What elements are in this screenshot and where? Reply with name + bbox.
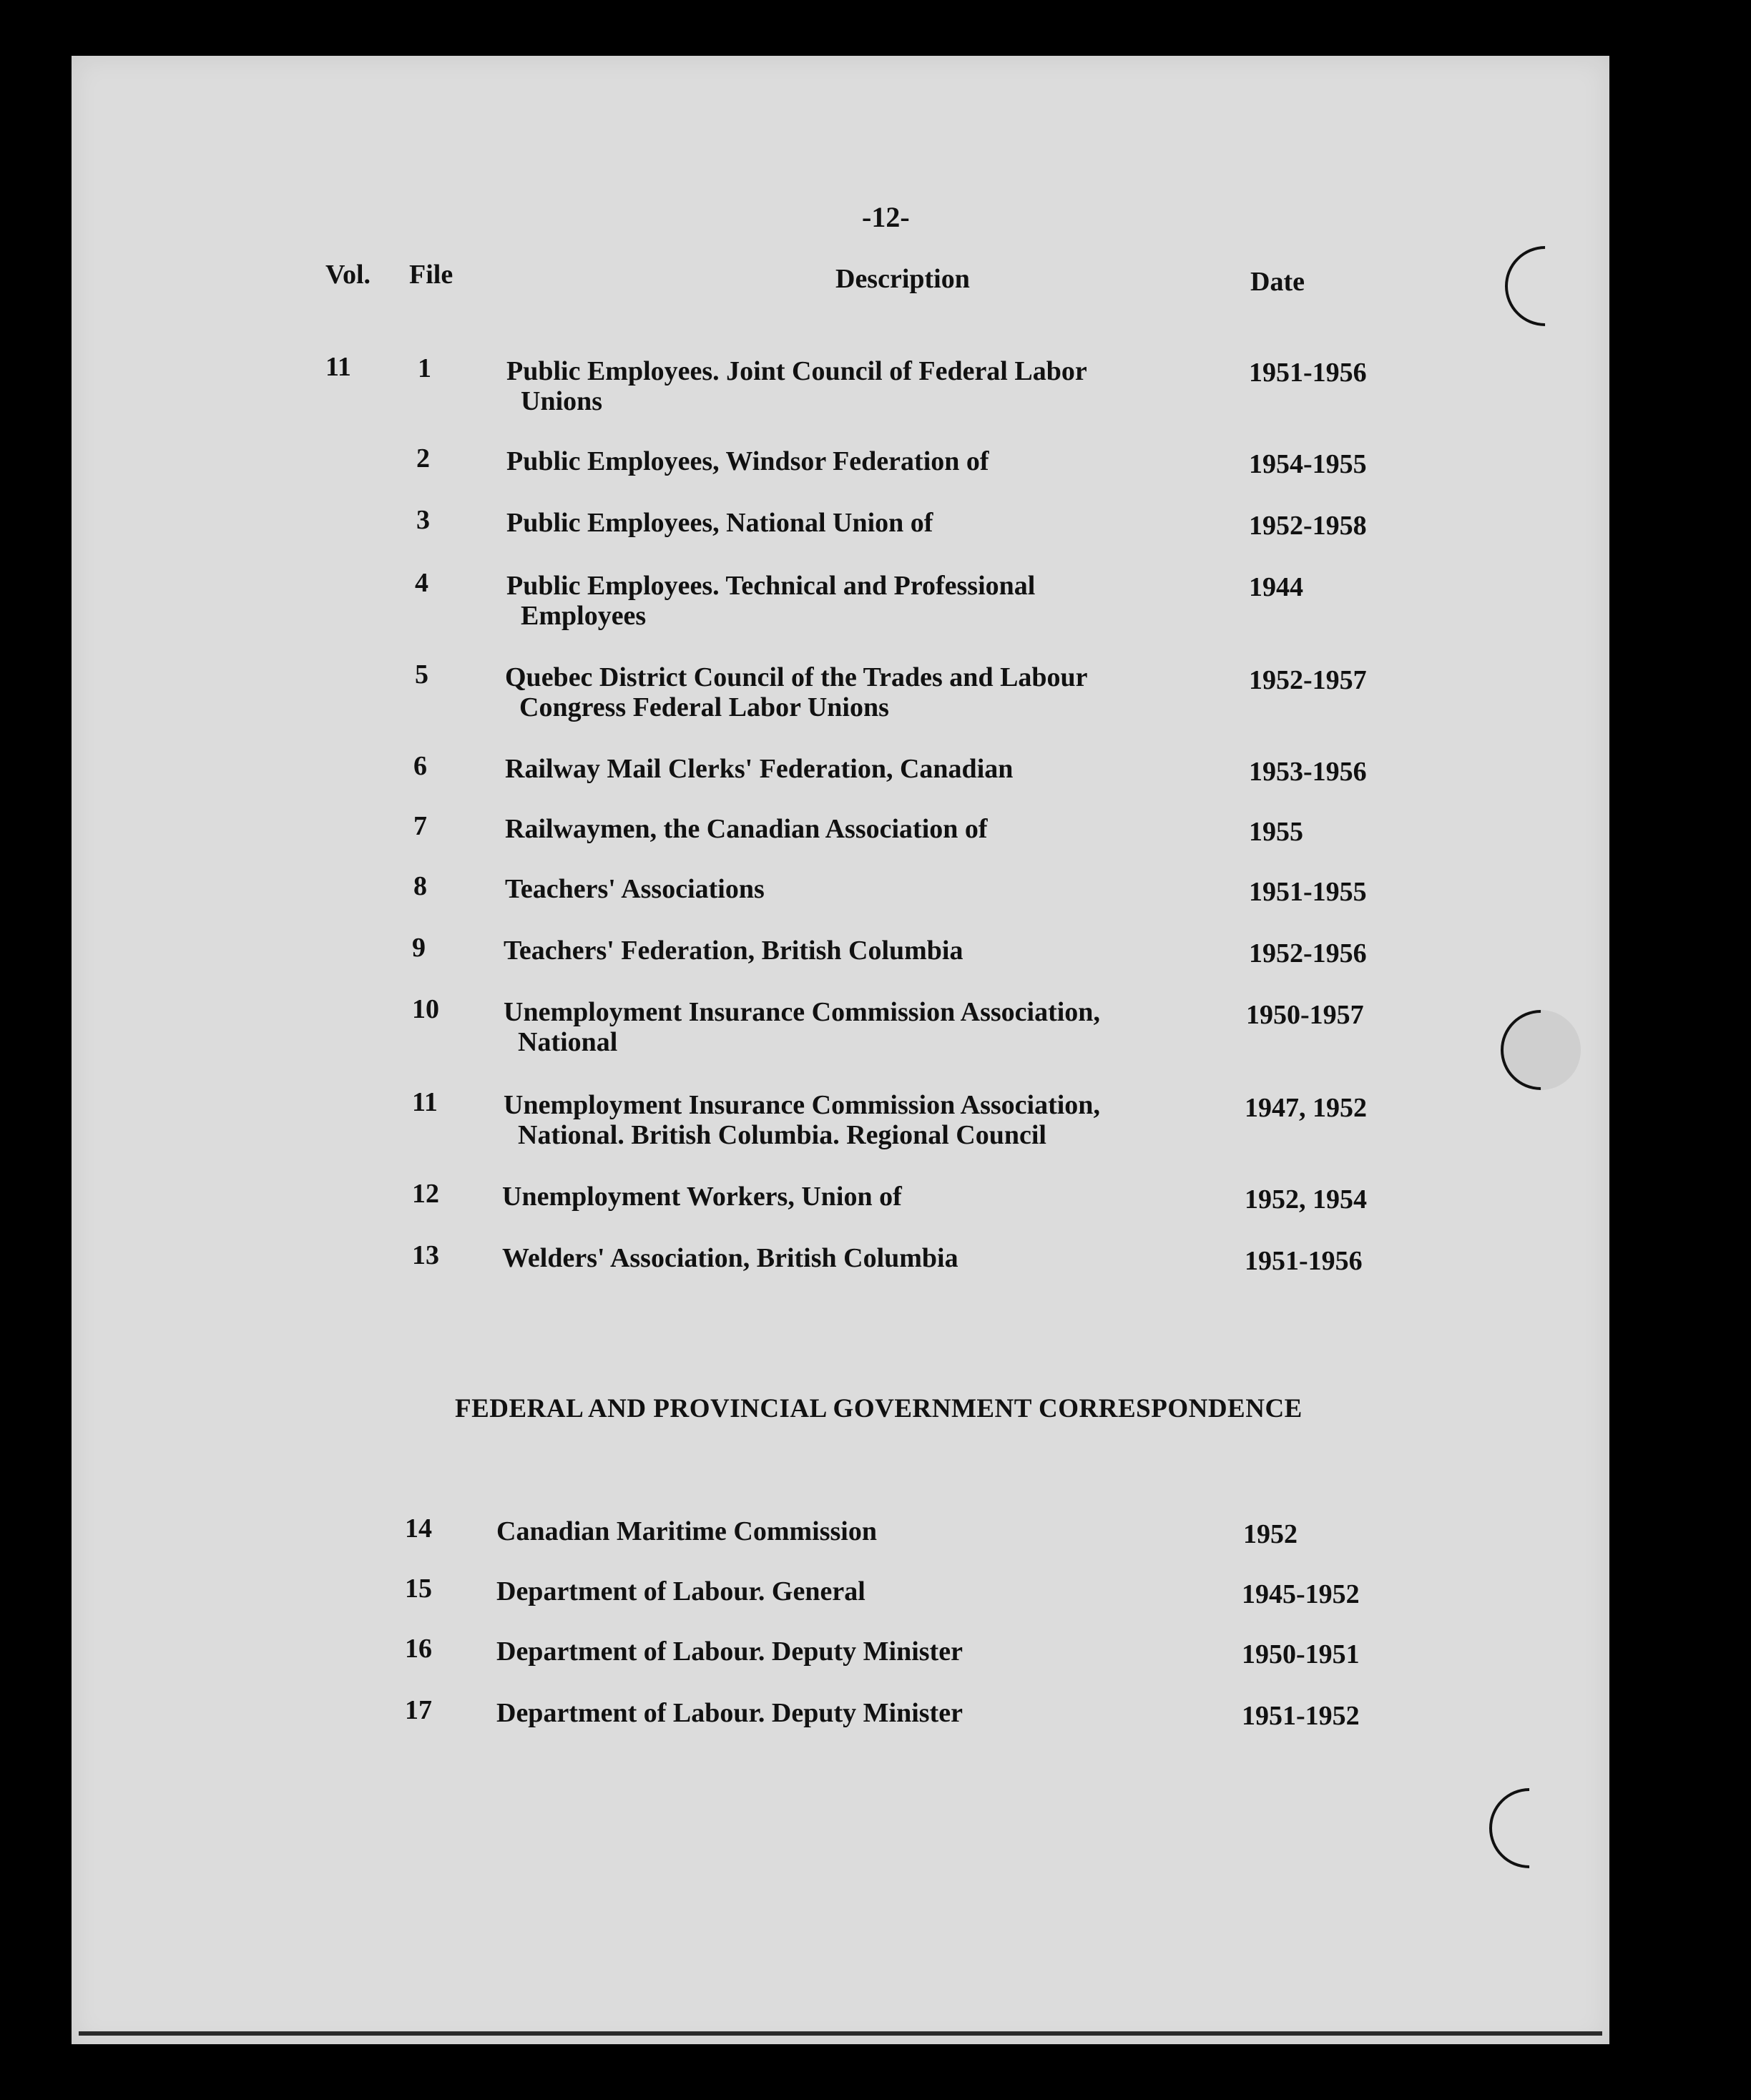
- entry-date: 1952-1956: [1249, 938, 1367, 968]
- entry-description: Public Employees, Windsor Federation of: [506, 446, 989, 476]
- entry-description: Department of Labour. General: [496, 1576, 865, 1606]
- entry-file: 13: [412, 1240, 439, 1270]
- description-line: Employees: [521, 601, 647, 631]
- entry-description: Teachers' Associations: [505, 874, 765, 904]
- entry-file: 8: [413, 871, 427, 901]
- description-line: Public Employees. Joint Council of Federal Labor: [506, 356, 1087, 386]
- entry-file: 12: [412, 1179, 439, 1209]
- entry-date: 1944: [1249, 572, 1303, 602]
- entry-date: 1952-1958: [1249, 511, 1367, 541]
- entry-description: Railwaymen, the Canadian Association of: [505, 814, 988, 844]
- section-heading: FEDERAL AND PROVINCIAL GOVERNMENT CORRESPONDENCE: [455, 1394, 1303, 1423]
- entry-description: Teachers' Federation, British Columbia: [504, 936, 963, 966]
- header-file: File: [409, 260, 453, 290]
- entry-file: 1: [418, 353, 431, 383]
- entry-date: 1951-1952: [1242, 1701, 1360, 1731]
- entry-file: 3: [416, 505, 430, 535]
- entry-date: 1952-1957: [1249, 665, 1367, 695]
- entry-description: Department of Labour. Deputy Minister: [496, 1637, 963, 1667]
- entry-description: [506, 571, 1035, 631]
- entry-description: [505, 662, 1088, 722]
- entry-date: 1951-1956: [1245, 1246, 1363, 1276]
- description-line: Unions: [521, 386, 603, 416]
- entry-description: [504, 1090, 1100, 1150]
- entry-file: 9: [412, 933, 426, 963]
- entry-date: 1952: [1243, 1519, 1298, 1549]
- description-line: Congress Federal Labor Unions: [519, 692, 889, 722]
- header-vol: Vol.: [325, 260, 371, 290]
- entry-file: 4: [415, 568, 428, 598]
- entry-description: [504, 997, 1100, 1057]
- entry-file: 2: [416, 443, 430, 474]
- bottom-rule: [79, 2031, 1602, 2036]
- entry-vol: 11: [325, 352, 351, 382]
- entry-date: 1952, 1954: [1245, 1184, 1367, 1215]
- entry-date: 1951-1955: [1249, 877, 1367, 907]
- entry-date: 1947, 1952: [1245, 1093, 1367, 1123]
- entry-description: Public Employees, National Union of: [506, 508, 933, 538]
- entry-date: 1954-1955: [1249, 449, 1367, 479]
- entry-file: 5: [415, 659, 428, 690]
- description-line: Unemployment Insurance Commission Association,: [504, 1090, 1100, 1120]
- entry-date: 1950-1957: [1246, 1000, 1364, 1030]
- entry-file: 16: [405, 1634, 432, 1664]
- description-line: Public Employees. Technical and Professional: [506, 571, 1036, 601]
- entry-date: 1951-1956: [1249, 358, 1367, 388]
- entry-file: 11: [412, 1087, 438, 1117]
- entry-description: Welders' Association, British Columbia: [502, 1243, 958, 1273]
- entry-date: 1955: [1249, 817, 1303, 847]
- header-description: Description: [835, 264, 970, 294]
- entry-description: Unemployment Workers, Union of: [502, 1182, 902, 1212]
- entry-date: 1953-1956: [1249, 757, 1367, 787]
- entry-file: 14: [405, 1513, 432, 1544]
- description-line: Unemployment Insurance Commission Association,: [504, 997, 1100, 1027]
- entry-file: 17: [405, 1695, 432, 1725]
- entry-file: 15: [405, 1574, 432, 1604]
- entry-description: Department of Labour. Deputy Minister: [496, 1698, 963, 1728]
- description-line: Quebec District Council of the Trades and Labour: [505, 662, 1088, 692]
- header-date: Date: [1250, 267, 1305, 297]
- entry-description: Railway Mail Clerks' Federation, Canadian: [505, 754, 1014, 784]
- page-number: -12-: [862, 201, 910, 233]
- entry-description: [506, 356, 1087, 416]
- entry-description: Canadian Maritime Commission: [496, 1516, 877, 1546]
- entry-date: 1945-1952: [1242, 1579, 1360, 1609]
- entry-file: 7: [413, 811, 427, 841]
- entry-file: 6: [413, 751, 427, 781]
- description-line: National: [518, 1027, 618, 1057]
- entry-date: 1950-1951: [1242, 1639, 1360, 1669]
- entry-file: 10: [412, 994, 439, 1024]
- description-line: National. British Columbia. Regional Council: [518, 1120, 1046, 1150]
